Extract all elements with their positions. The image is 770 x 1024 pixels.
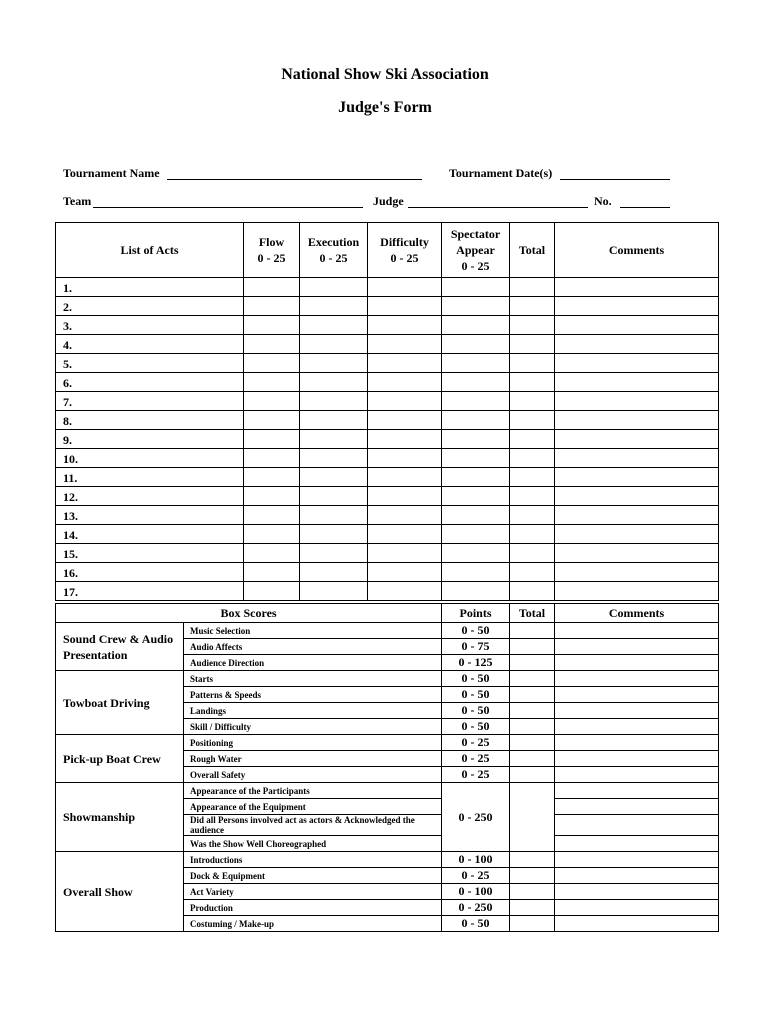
difficulty-score-cell[interactable] [368,468,442,487]
act-number: 6. [56,373,244,392]
box-total-cell[interactable] [510,735,555,751]
box-total-cell[interactable] [510,623,555,639]
execution-score-cell[interactable] [300,487,368,506]
execution-score-cell[interactable] [300,411,368,430]
comments-cell[interactable] [555,430,719,449]
box-score-row [56,783,719,799]
box-item-points: 0 - 50 [442,703,510,719]
form-title: Judge's Form [338,99,432,116]
act-row [56,354,719,373]
flow-score-cell[interactable] [244,468,300,487]
flow-score-cell[interactable] [244,392,300,411]
box-score-row [56,852,719,868]
list-of-acts-header: List of Acts [56,223,244,278]
difficulty-score-cell[interactable] [368,563,442,582]
difficulty-score-cell[interactable] [368,582,442,601]
comments-header: Comments [555,223,719,278]
spectator-header-line1: Spectator [450,227,501,241]
execution-score-cell[interactable] [300,506,368,525]
tournament-dates-label: Tournament Date(s) [449,166,553,180]
act-number: 3. [56,316,244,335]
box-item-label: Positioning [184,735,442,751]
execution-score-cell[interactable] [300,449,368,468]
box-comments-header: Comments [555,604,719,623]
box-item-label: Music Selection [184,623,442,639]
box-comments-cell[interactable] [555,735,719,751]
box-item-label: Costuming / Make-up [184,916,442,932]
execution-score-cell[interactable] [300,373,368,392]
spectator-score-cell[interactable] [442,582,510,601]
act-number: 1. [56,278,244,297]
box-total-cell[interactable] [510,783,555,852]
judge-label: Judge [373,194,404,208]
box-total-cell[interactable] [510,703,555,719]
act-number: 14. [56,525,244,544]
total-header: Total [510,223,555,278]
total-score-cell[interactable] [510,430,555,449]
box-item-points: 0 - 50 [442,719,510,735]
act-number: 15. [56,544,244,563]
act-row [56,525,719,544]
flow-score-cell[interactable] [244,411,300,430]
number-label: No. [594,194,612,208]
act-number: 17. [56,582,244,601]
box-comments-cell[interactable] [555,815,719,836]
box-item-points: 0 - 250 [442,900,510,916]
spectator-score-cell[interactable] [442,354,510,373]
box-item-points: 0 - 75 [442,639,510,655]
box-comments-cell[interactable] [555,799,719,815]
act-number: 2. [56,297,244,316]
box-item-points: 0 - 50 [442,623,510,639]
box-comments-cell[interactable] [555,916,719,932]
box-total-cell[interactable] [510,916,555,932]
team-field[interactable] [93,207,363,208]
box-item-points: 0 - 50 [442,671,510,687]
act-row [56,582,719,601]
act-number: 12. [56,487,244,506]
flow-score-cell[interactable] [244,487,300,506]
box-comments-cell[interactable] [555,852,719,868]
spectator-score-cell[interactable] [442,430,510,449]
box-total-cell[interactable] [510,868,555,884]
act-row [56,544,719,563]
act-row [56,468,719,487]
difficulty-score-cell[interactable] [368,316,442,335]
box-item-label: Overall Safety [184,767,442,783]
comments-cell[interactable] [555,468,719,487]
act-number: 7. [56,392,244,411]
flow-score-cell[interactable] [244,525,300,544]
total-score-cell[interactable] [510,373,555,392]
number-field[interactable] [620,207,670,208]
comments-cell[interactable] [555,582,719,601]
comments-cell[interactable] [555,544,719,563]
box-item-label: Appearance of the Equipment [184,799,442,815]
box-item-label: Dock & Equipment [184,868,442,884]
act-row [56,335,719,354]
box-score-row [56,735,719,751]
box-comments-cell[interactable] [555,639,719,655]
act-row [56,373,719,392]
box-total-cell[interactable] [510,687,555,703]
box-item-points: 0 - 25 [442,868,510,884]
box-item-label: Landings [184,703,442,719]
box-total-cell[interactable] [510,884,555,900]
flow-score-cell[interactable] [244,316,300,335]
execution-score-cell[interactable] [300,582,368,601]
act-number: 10. [56,449,244,468]
box-comments-cell[interactable] [555,836,719,852]
comments-cell[interactable] [555,449,719,468]
flow-score-cell[interactable] [244,373,300,392]
flow-header-range: 0 - 25 [257,251,286,265]
act-row [56,449,719,468]
act-row [56,316,719,335]
box-scores-header: Box Scores [56,604,442,623]
total-score-cell[interactable] [510,354,555,373]
execution-score-cell[interactable] [300,525,368,544]
flow-score-cell[interactable] [244,430,300,449]
act-number: 4. [56,335,244,354]
difficulty-score-cell[interactable] [368,487,442,506]
box-item-points: 0 - 50 [442,687,510,703]
difficulty-score-cell[interactable] [368,278,442,297]
team-label: Team [63,194,92,208]
difficulty-score-cell[interactable] [368,354,442,373]
box-comments-cell[interactable] [555,671,719,687]
act-number: 11. [56,468,244,487]
box-comments-cell[interactable] [555,687,719,703]
total-score-cell[interactable] [510,582,555,601]
box-item-label: Rough Water [184,751,442,767]
total-score-cell[interactable] [510,449,555,468]
difficulty-header-range: 0 - 25 [390,251,419,265]
box-comments-cell[interactable] [555,767,719,783]
box-scores-table [55,603,719,932]
total-score-cell[interactable] [510,506,555,525]
box-total-cell[interactable] [510,852,555,868]
comments-cell[interactable] [555,563,719,582]
total-score-cell[interactable] [510,297,555,316]
total-score-cell[interactable] [510,487,555,506]
flow-header-label: Flow [258,235,285,249]
flow-score-cell[interactable] [244,449,300,468]
execution-score-cell[interactable] [300,278,368,297]
difficulty-score-cell[interactable] [368,335,442,354]
comments-cell[interactable] [555,373,719,392]
box-item-label: Appearance of the Participants [184,783,442,799]
act-row [56,487,719,506]
spectator-header-line2: Appear [456,243,495,257]
total-score-cell[interactable] [510,411,555,430]
box-item-label: Starts [184,671,442,687]
spectator-score-cell[interactable] [442,297,510,316]
acts-header-row [56,223,719,278]
flow-score-cell[interactable] [244,335,300,354]
box-comments-cell[interactable] [555,655,719,671]
box-item-points: 0 - 100 [442,852,510,868]
comments-cell[interactable] [555,411,719,430]
act-row [56,297,719,316]
difficulty-score-cell[interactable] [368,297,442,316]
box-total-cell[interactable] [510,719,555,735]
total-score-cell[interactable] [510,335,555,354]
act-row [56,411,719,430]
box-item-label: Audio Affects [184,639,442,655]
act-number: 9. [56,430,244,449]
execution-score-cell[interactable] [300,544,368,563]
box-group-name: Towboat Driving [56,671,184,735]
box-comments-cell[interactable] [555,719,719,735]
execution-score-cell[interactable] [300,335,368,354]
box-total-cell[interactable] [510,767,555,783]
box-comments-cell[interactable] [555,783,719,799]
execution-header-label: Execution [307,235,360,249]
box-item-label: Did all Persons involved act as actors & Acknowledged the audience [184,815,442,836]
box-comments-cell[interactable] [555,900,719,916]
box-scores-header-row [56,604,719,623]
box-total-cell[interactable] [510,655,555,671]
difficulty-header [368,223,442,278]
flow-score-cell[interactable] [244,297,300,316]
box-item-label: Act Variety [184,884,442,900]
flow-header [244,223,300,278]
organization-title: National Show Ski Association [281,66,489,83]
spectator-score-cell[interactable] [442,335,510,354]
comments-cell[interactable] [555,316,719,335]
flow-score-cell[interactable] [244,582,300,601]
total-score-cell[interactable] [510,544,555,563]
spectator-score-cell[interactable] [442,506,510,525]
difficulty-score-cell[interactable] [368,525,442,544]
difficulty-score-cell[interactable] [368,506,442,525]
execution-score-cell[interactable] [300,563,368,582]
spectator-score-cell[interactable] [442,563,510,582]
tournament-name-field[interactable] [167,179,422,180]
points-header: Points [442,604,510,623]
spectator-score-cell[interactable] [442,544,510,563]
comments-cell[interactable] [555,487,719,506]
box-group-name: Showmanship [56,783,184,852]
box-score-row [56,671,719,687]
flow-score-cell[interactable] [244,506,300,525]
box-item-label: Production [184,900,442,916]
box-group-name: Pick-up Boat Crew [56,735,184,783]
total-score-cell[interactable] [510,278,555,297]
box-total-header: Total [510,604,555,623]
difficulty-score-cell[interactable] [368,430,442,449]
comments-cell[interactable] [555,506,719,525]
box-item-points: 0 - 25 [442,767,510,783]
total-score-cell[interactable] [510,468,555,487]
act-row [56,430,719,449]
spectator-score-cell[interactable] [442,373,510,392]
execution-score-cell[interactable] [300,316,368,335]
flow-score-cell[interactable] [244,354,300,373]
spectator-score-cell[interactable] [442,487,510,506]
difficulty-header-label: Difficulty [380,235,429,249]
spectator-score-cell[interactable] [442,525,510,544]
act-row [56,563,719,582]
spectator-appeal-header [442,223,510,278]
acts-table [55,222,719,601]
execution-score-cell[interactable] [300,297,368,316]
box-comments-cell[interactable] [555,751,719,767]
act-number: 5. [56,354,244,373]
difficulty-score-cell[interactable] [368,544,442,563]
act-row [56,278,719,297]
comments-cell[interactable] [555,354,719,373]
execution-score-cell[interactable] [300,430,368,449]
total-score-cell[interactable] [510,563,555,582]
box-group-name: Overall Show [56,852,184,932]
box-item-label: Skill / Difficulty [184,719,442,735]
spectator-header-range: 0 - 25 [461,259,490,273]
tournament-name-label: Tournament Name [63,166,160,180]
comments-cell[interactable] [555,392,719,411]
box-item-label: Audience Direction [184,655,442,671]
box-comments-cell[interactable] [555,703,719,719]
act-number: 8. [56,411,244,430]
spectator-score-cell[interactable] [442,278,510,297]
box-item-points: 0 - 25 [442,735,510,751]
difficulty-score-cell[interactable] [368,411,442,430]
box-comments-cell[interactable] [555,868,719,884]
box-score-row [56,623,719,639]
box-total-cell[interactable] [510,900,555,916]
flow-score-cell[interactable] [244,544,300,563]
box-total-cell[interactable] [510,671,555,687]
difficulty-score-cell[interactable] [368,392,442,411]
comments-cell[interactable] [555,278,719,297]
execution-header [300,223,368,278]
box-comments-cell[interactable] [555,884,719,900]
act-row [56,506,719,525]
box-item-points: 0 - 25 [442,751,510,767]
execution-score-cell[interactable] [300,392,368,411]
spectator-score-cell[interactable] [442,411,510,430]
comments-cell[interactable] [555,335,719,354]
act-row [56,392,719,411]
total-score-cell[interactable] [510,525,555,544]
box-total-cell[interactable] [510,639,555,655]
execution-header-range: 0 - 25 [319,251,348,265]
tournament-dates-field[interactable] [560,179,670,180]
total-score-cell[interactable] [510,316,555,335]
spectator-score-cell[interactable] [442,316,510,335]
act-number: 13. [56,506,244,525]
spectator-score-cell[interactable] [442,392,510,411]
box-item-points: 0 - 250 [442,783,510,852]
box-comments-cell[interactable] [555,623,719,639]
flow-score-cell[interactable] [244,278,300,297]
comments-cell[interactable] [555,525,719,544]
box-item-points: 0 - 50 [442,916,510,932]
box-group-name: Sound Crew & Audio Presentation [56,623,184,671]
box-item-label: Was the Show Well Choreographed [184,836,442,852]
box-total-cell[interactable] [510,751,555,767]
spectator-score-cell[interactable] [442,468,510,487]
comments-cell[interactable] [555,297,719,316]
box-item-label: Introductions [184,852,442,868]
judge-field[interactable] [408,207,588,208]
box-item-points: 0 - 100 [442,884,510,900]
total-score-cell[interactable] [510,392,555,411]
box-item-label: Patterns & Speeds [184,687,442,703]
act-number: 16. [56,563,244,582]
difficulty-score-cell[interactable] [368,373,442,392]
execution-score-cell[interactable] [300,468,368,487]
spectator-score-cell[interactable] [442,449,510,468]
flow-score-cell[interactable] [244,563,300,582]
execution-score-cell[interactable] [300,354,368,373]
box-item-points: 0 - 125 [442,655,510,671]
difficulty-score-cell[interactable] [368,449,442,468]
